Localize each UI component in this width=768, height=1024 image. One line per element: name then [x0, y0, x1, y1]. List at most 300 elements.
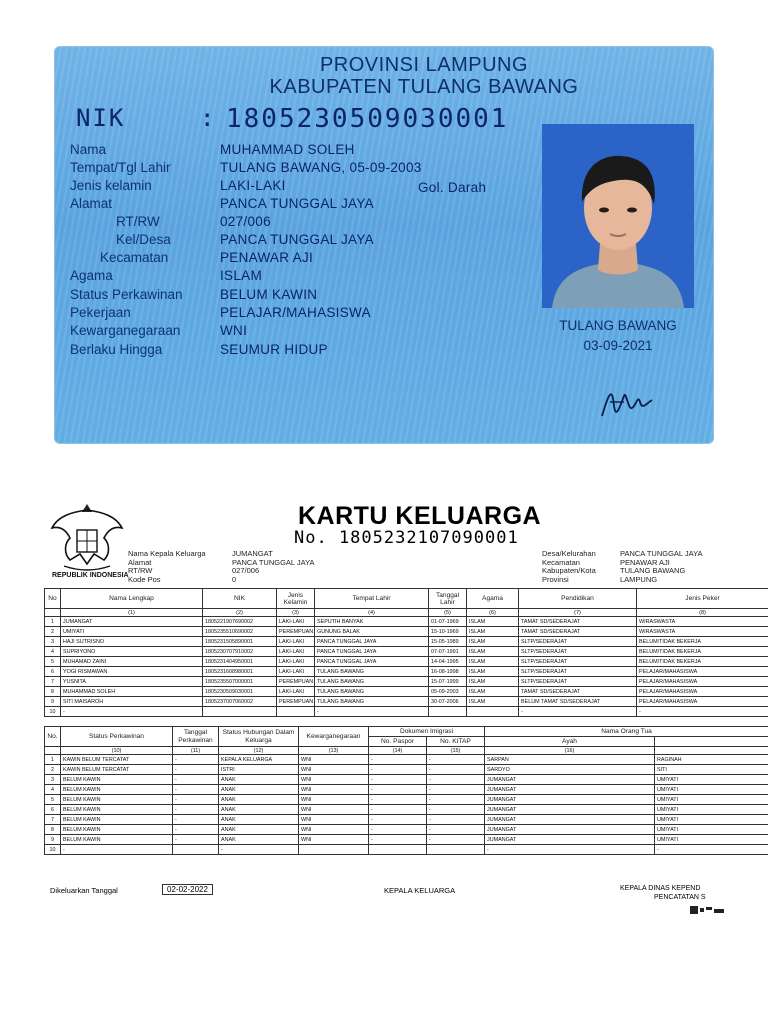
table-cell: 3: [45, 775, 61, 785]
value-village: PANCA TUNGGAL JAYA: [620, 549, 703, 558]
table-cell: -: [315, 707, 429, 717]
label-rtrw: RT/RW: [128, 566, 153, 575]
label-postal-code: Kode Pos: [128, 574, 161, 584]
table1-column-number: (3): [277, 609, 315, 617]
field-value-name: MUHAMMAD SOLEH: [220, 142, 355, 157]
table1-column-number: (6): [467, 609, 519, 617]
table-cell: 7: [45, 677, 61, 687]
field-label-occupation: Pekerjaan: [70, 305, 131, 320]
table-cell: BELUM KAWIN: [61, 795, 173, 805]
table-cell: -: [369, 755, 427, 765]
table-cell: ISLAM: [467, 667, 519, 677]
col2-header-no: No.: [45, 727, 61, 747]
members-table-body: [45, 609, 768, 717]
table1-column-number: (8): [637, 609, 768, 617]
table-cell: TAMAT SD/SEDERAJAT: [519, 627, 637, 637]
table-cell: BELUM KAWIN: [61, 825, 173, 835]
table-cell: JUMANGAT: [485, 815, 655, 825]
table-cell: -: [219, 845, 299, 855]
table-cell: UMIYATI: [655, 825, 768, 835]
table-cell: ANAK: [219, 835, 299, 845]
table-cell: ISLAM: [467, 687, 519, 697]
col2-header-immigration: Dokumen Imigrasi: [369, 727, 485, 737]
table2-column-number: (13): [299, 747, 369, 755]
table-cell: 1805237007060002: [203, 697, 277, 707]
table1-column-number: (1): [61, 609, 203, 617]
table2-column-number: (16): [485, 747, 655, 755]
table-cell: ISLAM: [467, 697, 519, 707]
table-cell: KAWIN BELUM TERCATAT: [61, 765, 173, 775]
table-cell: -: [369, 765, 427, 775]
table-cell: WNI: [299, 835, 369, 845]
table-cell: 15-05-1989: [429, 637, 467, 647]
table-cell: [299, 845, 369, 855]
signature-icon: [594, 376, 664, 424]
table-cell: WNI: [299, 825, 369, 835]
value-postal-code: 0: [232, 574, 237, 584]
table-cell: WNI: [299, 815, 369, 825]
field-value-marital: BELUM KAWIN: [220, 287, 318, 302]
table-cell: 1: [45, 755, 61, 765]
col2-header-relationship: Status Hubungan Dalam Keluarga: [219, 727, 299, 747]
table-cell: 14-04-1995: [429, 657, 467, 667]
table-cell: UMIYATI: [655, 835, 768, 845]
table-cell: -: [173, 825, 219, 835]
table-cell: 3: [45, 637, 61, 647]
table-cell: -: [427, 835, 485, 845]
col2-header-citizenship: Kewarganegaraan: [299, 727, 369, 747]
field-label-village: Kel/Desa: [116, 232, 171, 247]
col-header-nik: NIK: [203, 589, 277, 609]
table-row: [45, 765, 768, 775]
label-village: Desa/Kelurahan: [542, 549, 596, 558]
table-cell: WNI: [299, 805, 369, 815]
table-cell: -: [637, 707, 768, 717]
col-header-sex: Jenis Kelamin: [277, 589, 315, 609]
table-cell: 4: [45, 785, 61, 795]
table-cell: TAMAT SD/SEDERAJAT: [519, 617, 637, 627]
table-cell: -: [427, 805, 485, 815]
table-cell: -: [173, 765, 219, 775]
field-label-address: Alamat: [70, 196, 113, 211]
left-info-labels: [128, 550, 206, 584]
table-cell: PELAJAR/MAHASISWA: [637, 697, 768, 707]
field-label-sex: Jenis kelamin: [70, 178, 152, 193]
value-district: PENAWAR AJI: [620, 557, 670, 567]
table-cell: JUMANGAT: [485, 775, 655, 785]
table-row: [45, 677, 768, 687]
field-label-valid-until: Berlaku Hingga: [70, 342, 163, 357]
label-head-of-family: Nama Kepala Keluarga: [128, 549, 206, 558]
table-cell: 1805230707910002: [203, 647, 277, 657]
document-title: KARTU KELUARGA: [298, 502, 542, 530]
table-cell: WNI: [299, 795, 369, 805]
family-card: [44, 488, 768, 918]
table-cell: BELUM KAWIN: [61, 785, 173, 795]
table-cell: SLTP/SEDERAJAT: [519, 677, 637, 687]
members-table: [44, 588, 768, 717]
value-head-of-family: JUMANGAT: [232, 549, 273, 558]
table-cell: UMIYATI: [655, 775, 768, 785]
table-cell: -: [61, 845, 173, 855]
table-cell: 1805235510690002: [203, 627, 277, 637]
regency-title: KABUPATEN TULANG BAWANG: [269, 76, 579, 98]
right-info-values: [620, 550, 703, 584]
table-cell: WNI: [299, 775, 369, 785]
table-cell: ISLAM: [467, 627, 519, 637]
col2-header-passport: No. Paspor: [369, 737, 427, 747]
table-cell: WNI: [299, 765, 369, 775]
table-cell: JUMANGAT: [485, 835, 655, 845]
table-row: [45, 755, 768, 765]
table-cell: 6: [45, 667, 61, 677]
garuda-emblem-icon: [50, 500, 124, 578]
table-cell: SITI: [655, 765, 768, 775]
blood-type-label: Gol. Darah: [418, 180, 487, 195]
table-cell: [203, 707, 277, 717]
label-address: Alamat: [128, 557, 152, 567]
table-cell: [429, 707, 467, 717]
table-row: [45, 815, 768, 825]
left-info-values: [232, 550, 315, 584]
table-cell: 05-09-2003: [429, 687, 467, 697]
table-cell: 1805231608980001: [203, 667, 277, 677]
table-cell: ANAK: [219, 795, 299, 805]
table-cell: 15-07-1999: [429, 677, 467, 687]
table-cell: SARPAN: [485, 755, 655, 765]
table-cell: BELUM KAWIN: [61, 775, 173, 785]
qr-stamp-icon: [690, 906, 726, 916]
table-cell: -: [369, 815, 427, 825]
col-header-birthplace: Tempat Lahir: [315, 589, 429, 609]
table-cell: PELAJAR/MAHASISWA: [637, 687, 768, 697]
table-cell: -: [427, 765, 485, 775]
issued-date: 02-02-2022: [162, 884, 213, 895]
value-province: LAMPUNG: [620, 574, 658, 584]
table-row: [45, 805, 768, 815]
table-cell: ISLAM: [467, 647, 519, 657]
table-cell: BELUM/TIDAK BEKERJA: [637, 657, 768, 667]
table-cell: PELAJAR/MAHASISWA: [637, 677, 768, 687]
right-info-labels: [542, 550, 596, 584]
table-cell: TULANG BAWANG: [315, 697, 429, 707]
table-cell: 1805235507000001: [203, 677, 277, 687]
table-cell: YUSNITA: [61, 677, 203, 687]
field-value-rtrw: 027/006: [220, 214, 271, 229]
office-label: [620, 884, 706, 902]
col2-header-mother: [655, 737, 768, 747]
table-cell: ANAK: [219, 775, 299, 785]
head-of-family-label: KEPALA KELUARGA: [384, 886, 456, 895]
table-cell: -: [519, 707, 637, 717]
table-cell: 01-07-1969: [429, 617, 467, 627]
table-cell: LAKI-LAKI: [277, 667, 315, 677]
table-cell: SLTP/SEDERAJAT: [519, 667, 637, 677]
table-cell: 9: [45, 835, 61, 845]
table-cell: UMIYATI: [655, 805, 768, 815]
field-label-citizenship: Kewarganegaraan: [70, 323, 181, 338]
table-cell: JUMANGAT: [485, 795, 655, 805]
table-cell: ISTRI: [219, 765, 299, 775]
id-card: [54, 46, 714, 444]
col-header-name: Nama Lengkap: [61, 589, 203, 609]
table-cell: SITI MAISAROH: [61, 697, 203, 707]
table-cell: PANCA TUNGGAL JAYA: [315, 637, 429, 647]
table-cell: -: [427, 785, 485, 795]
table-cell: KAWIN BELUM TERCATAT: [61, 755, 173, 765]
table-row: [45, 707, 768, 717]
table-row: [45, 785, 768, 795]
table-cell: 1805230509030001: [203, 687, 277, 697]
table-cell: MUHAMAD ZAINI: [61, 657, 203, 667]
issue-place: TULANG BAWANG: [559, 318, 677, 333]
table-row: [45, 697, 768, 707]
table-row: [45, 667, 768, 677]
field-label-name: Nama: [70, 142, 107, 157]
table-row: [45, 617, 768, 627]
col2-header-father: Ayah: [485, 737, 655, 747]
table-cell: ANAK: [219, 805, 299, 815]
field-value-valid-until: SEUMUR HIDUP: [220, 342, 328, 357]
table-cell: -: [427, 795, 485, 805]
table-cell: TULANG BAWANG: [315, 677, 429, 687]
table2-column-number: (11): [173, 747, 219, 755]
table-row: [45, 687, 768, 697]
col-header-job: Jenis Peker: [637, 589, 768, 609]
table-cell: UMIYATI: [61, 627, 203, 637]
table2-column-number: (10): [61, 747, 173, 755]
status-table-body: [45, 747, 768, 855]
table-cell: 15-10-1969: [429, 627, 467, 637]
table-cell: SLTP/SEDERAJAT: [519, 657, 637, 667]
table-cell: TULANG BAWANG: [315, 667, 429, 677]
nik-colon: :: [200, 104, 215, 132]
table2-column-number: (14): [369, 747, 427, 755]
table-cell: 07-07-1991: [429, 647, 467, 657]
field-label-rtrw: RT/RW: [116, 214, 160, 229]
nik-label: NIK: [76, 104, 126, 132]
table-cell: KEPALA KELUARGA: [219, 755, 299, 765]
table-cell: MUHAMMAD SOLEH: [61, 687, 203, 697]
table-cell: ISLAM: [467, 677, 519, 687]
table-cell: -: [369, 785, 427, 795]
nik-value: 1805230509030001: [226, 104, 509, 134]
table-row: [45, 627, 768, 637]
label-province: Provinsi: [542, 574, 569, 584]
table-cell: LAKI-LAKI: [277, 617, 315, 627]
table-cell: WNI: [299, 755, 369, 765]
table2-column-number: (15): [427, 747, 485, 755]
table-cell: SLTP/SEDERAJAT: [519, 647, 637, 657]
table-cell: 1805231505890001: [203, 637, 277, 647]
table-row: [45, 647, 768, 657]
table-cell: TULANG BAWANG: [315, 687, 429, 697]
table-cell: [173, 845, 219, 855]
field-value-village: PANCA TUNGGAL JAYA: [220, 232, 374, 247]
col-header-no: No: [45, 589, 61, 609]
table-cell: [277, 707, 315, 717]
table-cell: ANAK: [219, 815, 299, 825]
table-cell: 2: [45, 627, 61, 637]
col2-header-marital: Status Perkawinan: [61, 727, 173, 747]
table-cell: -: [427, 825, 485, 835]
table-cell: BELUM KAWIN: [61, 805, 173, 815]
office-label-line2: PENCATATAN S: [654, 894, 706, 901]
table-cell: ISLAM: [467, 617, 519, 627]
table-cell: LAKI-LAKI: [277, 657, 315, 667]
table-cell: [369, 845, 427, 855]
table-row: [45, 657, 768, 667]
table1-column-number: (7): [519, 609, 637, 617]
table-cell: 7: [45, 815, 61, 825]
issued-label: Dikeluarkan Tanggal: [50, 886, 118, 895]
field-label-birth: Tempat/Tgl Lahir: [70, 160, 171, 175]
table-cell: 2: [45, 765, 61, 775]
table-cell: -: [485, 845, 655, 855]
table-cell: UMIYATI: [655, 795, 768, 805]
table-cell: 16-08-1998: [429, 667, 467, 677]
table-cell: -: [173, 815, 219, 825]
table-cell: SLTP/SEDERAJAT: [519, 637, 637, 647]
table-cell: PEREMPUAN: [277, 627, 315, 637]
table-cell: JUMANGAT: [485, 805, 655, 815]
value-rtrw: 027/006: [232, 566, 260, 575]
table-cell: BELUM TAMAT SD/SEDERAJAT: [519, 697, 637, 707]
table-cell: BELUM KAWIN: [61, 815, 173, 825]
table-cell: -: [61, 707, 203, 717]
col2-header-parents: Nama Orang Tua: [485, 727, 768, 737]
table-cell: -: [369, 805, 427, 815]
table-row: [45, 795, 768, 805]
col2-header-kitap: No. KITAP: [427, 737, 485, 747]
table-cell: BELUM KAWIN: [61, 835, 173, 845]
table-cell: 10: [45, 707, 61, 717]
table-cell: PEREMPUAN: [277, 697, 315, 707]
table2-column-number: [655, 747, 768, 755]
table-row: [45, 637, 768, 647]
table-cell: PANCA TUNGGAL JAYA: [315, 657, 429, 667]
value-address: PANCA TUNGGAL JAYA: [232, 557, 315, 567]
issue-date: 03-09-2021: [583, 338, 653, 353]
label-regency: Kabupaten/Kota: [542, 566, 596, 575]
table-cell: -: [427, 755, 485, 765]
table-cell: -: [173, 795, 219, 805]
table-cell: ISLAM: [467, 637, 519, 647]
table-cell: WIRASWASTA: [637, 627, 768, 637]
table-cell: ANAK: [219, 825, 299, 835]
table-cell: [467, 707, 519, 717]
table-cell: 5: [45, 795, 61, 805]
table2-column-numbers: [45, 747, 768, 755]
col-header-religion: Agama: [467, 589, 519, 609]
table-cell: -: [369, 835, 427, 845]
province-title: PROVINSI LAMPUNG: [319, 54, 529, 76]
field-value-district: PENAWAR AJI: [220, 250, 314, 265]
table-cell: PEREMPUAN: [277, 677, 315, 687]
table-cell: -: [427, 775, 485, 785]
table-row: [45, 825, 768, 835]
col-header-birthdate: Tanggal Lahir: [429, 589, 467, 609]
table-cell: SUPRIYONO: [61, 647, 203, 657]
field-value-occupation: PELAJAR/MAHASISWA: [220, 305, 371, 320]
table-cell: ISLAM: [467, 657, 519, 667]
field-value-birth: TULANG BAWANG, 05-09-2003: [220, 160, 422, 175]
table1-column-number: (2): [203, 609, 277, 617]
table2-column-number: (12): [219, 747, 299, 755]
table-cell: -: [173, 835, 219, 845]
table-cell: LAKI-LAKI: [277, 637, 315, 647]
table-cell: ANAK: [219, 785, 299, 795]
table-cell: BELUM/TIDAK BEKERJA: [637, 637, 768, 647]
table-cell: -: [173, 805, 219, 815]
office-label-line1: KEPALA DINAS KEPEND: [620, 885, 701, 892]
table-cell: -: [369, 775, 427, 785]
field-value-address: PANCA TUNGGAL JAYA: [220, 196, 374, 211]
table-cell: -: [427, 815, 485, 825]
table-cell: 6: [45, 805, 61, 815]
table-cell: 30-07-2006: [429, 697, 467, 707]
table-cell: 5: [45, 657, 61, 667]
table-cell: SARDYO: [485, 765, 655, 775]
col-header-education: Pendidikan: [519, 589, 637, 609]
table-cell: PELAJAR/MAHASISWA: [637, 667, 768, 677]
table-cell: RAGINAH: [655, 755, 768, 765]
table-cell: JUMANGAT: [485, 825, 655, 835]
table2-column-number: [45, 747, 61, 755]
value-regency: TULANG BAWANG: [620, 566, 686, 575]
field-label-marital: Status Perkawinan: [70, 287, 183, 302]
document-number: No. 1805232107090001: [294, 528, 519, 548]
table-cell: JUMANGAT: [61, 617, 203, 627]
table-cell: PANCA TUNGGAL JAYA: [315, 647, 429, 657]
table-cell: LAKI-LAKI: [277, 687, 315, 697]
table-cell: 4: [45, 647, 61, 657]
field-label-religion: Agama: [70, 268, 113, 283]
table-cell: UMIYATI: [655, 815, 768, 825]
table-cell: 1: [45, 617, 61, 627]
table-cell: 1805221907690002: [203, 617, 277, 627]
table-cell: TAMAT SD/SEDERAJAT: [519, 687, 637, 697]
label-district: Kecamatan: [542, 557, 580, 567]
table1-column-number: (4): [315, 609, 429, 617]
table-cell: WIRASWASTA: [637, 617, 768, 627]
table-cell: -: [655, 845, 768, 855]
table-cell: 9: [45, 697, 61, 707]
table-cell: -: [173, 785, 219, 795]
table-cell: -: [173, 775, 219, 785]
table-cell: -: [369, 825, 427, 835]
table-cell: 1805231404950001: [203, 657, 277, 667]
col2-header-marriage-date: Tanggal Perkawinan: [173, 727, 219, 747]
table-row: [45, 775, 768, 785]
table-cell: -: [173, 755, 219, 765]
portrait-photo: [542, 124, 694, 308]
table1-column-number: (5): [429, 609, 467, 617]
table-cell: 8: [45, 825, 61, 835]
table-cell: HAJI SUTRISNO: [61, 637, 203, 647]
table-cell: [427, 845, 485, 855]
table1-column-numbers: [45, 609, 768, 617]
table1-column-number: [45, 609, 61, 617]
table-cell: 8: [45, 687, 61, 697]
table-cell: 10: [45, 845, 61, 855]
field-value-citizenship: WNI: [220, 323, 248, 338]
table-cell: GUNUNG BALAK: [315, 627, 429, 637]
field-label-district: Kecamatan: [100, 250, 169, 265]
table-cell: YOGI RISMAWAN: [61, 667, 203, 677]
field-value-sex: LAKI-LAKI: [220, 178, 286, 193]
table-cell: -: [369, 795, 427, 805]
